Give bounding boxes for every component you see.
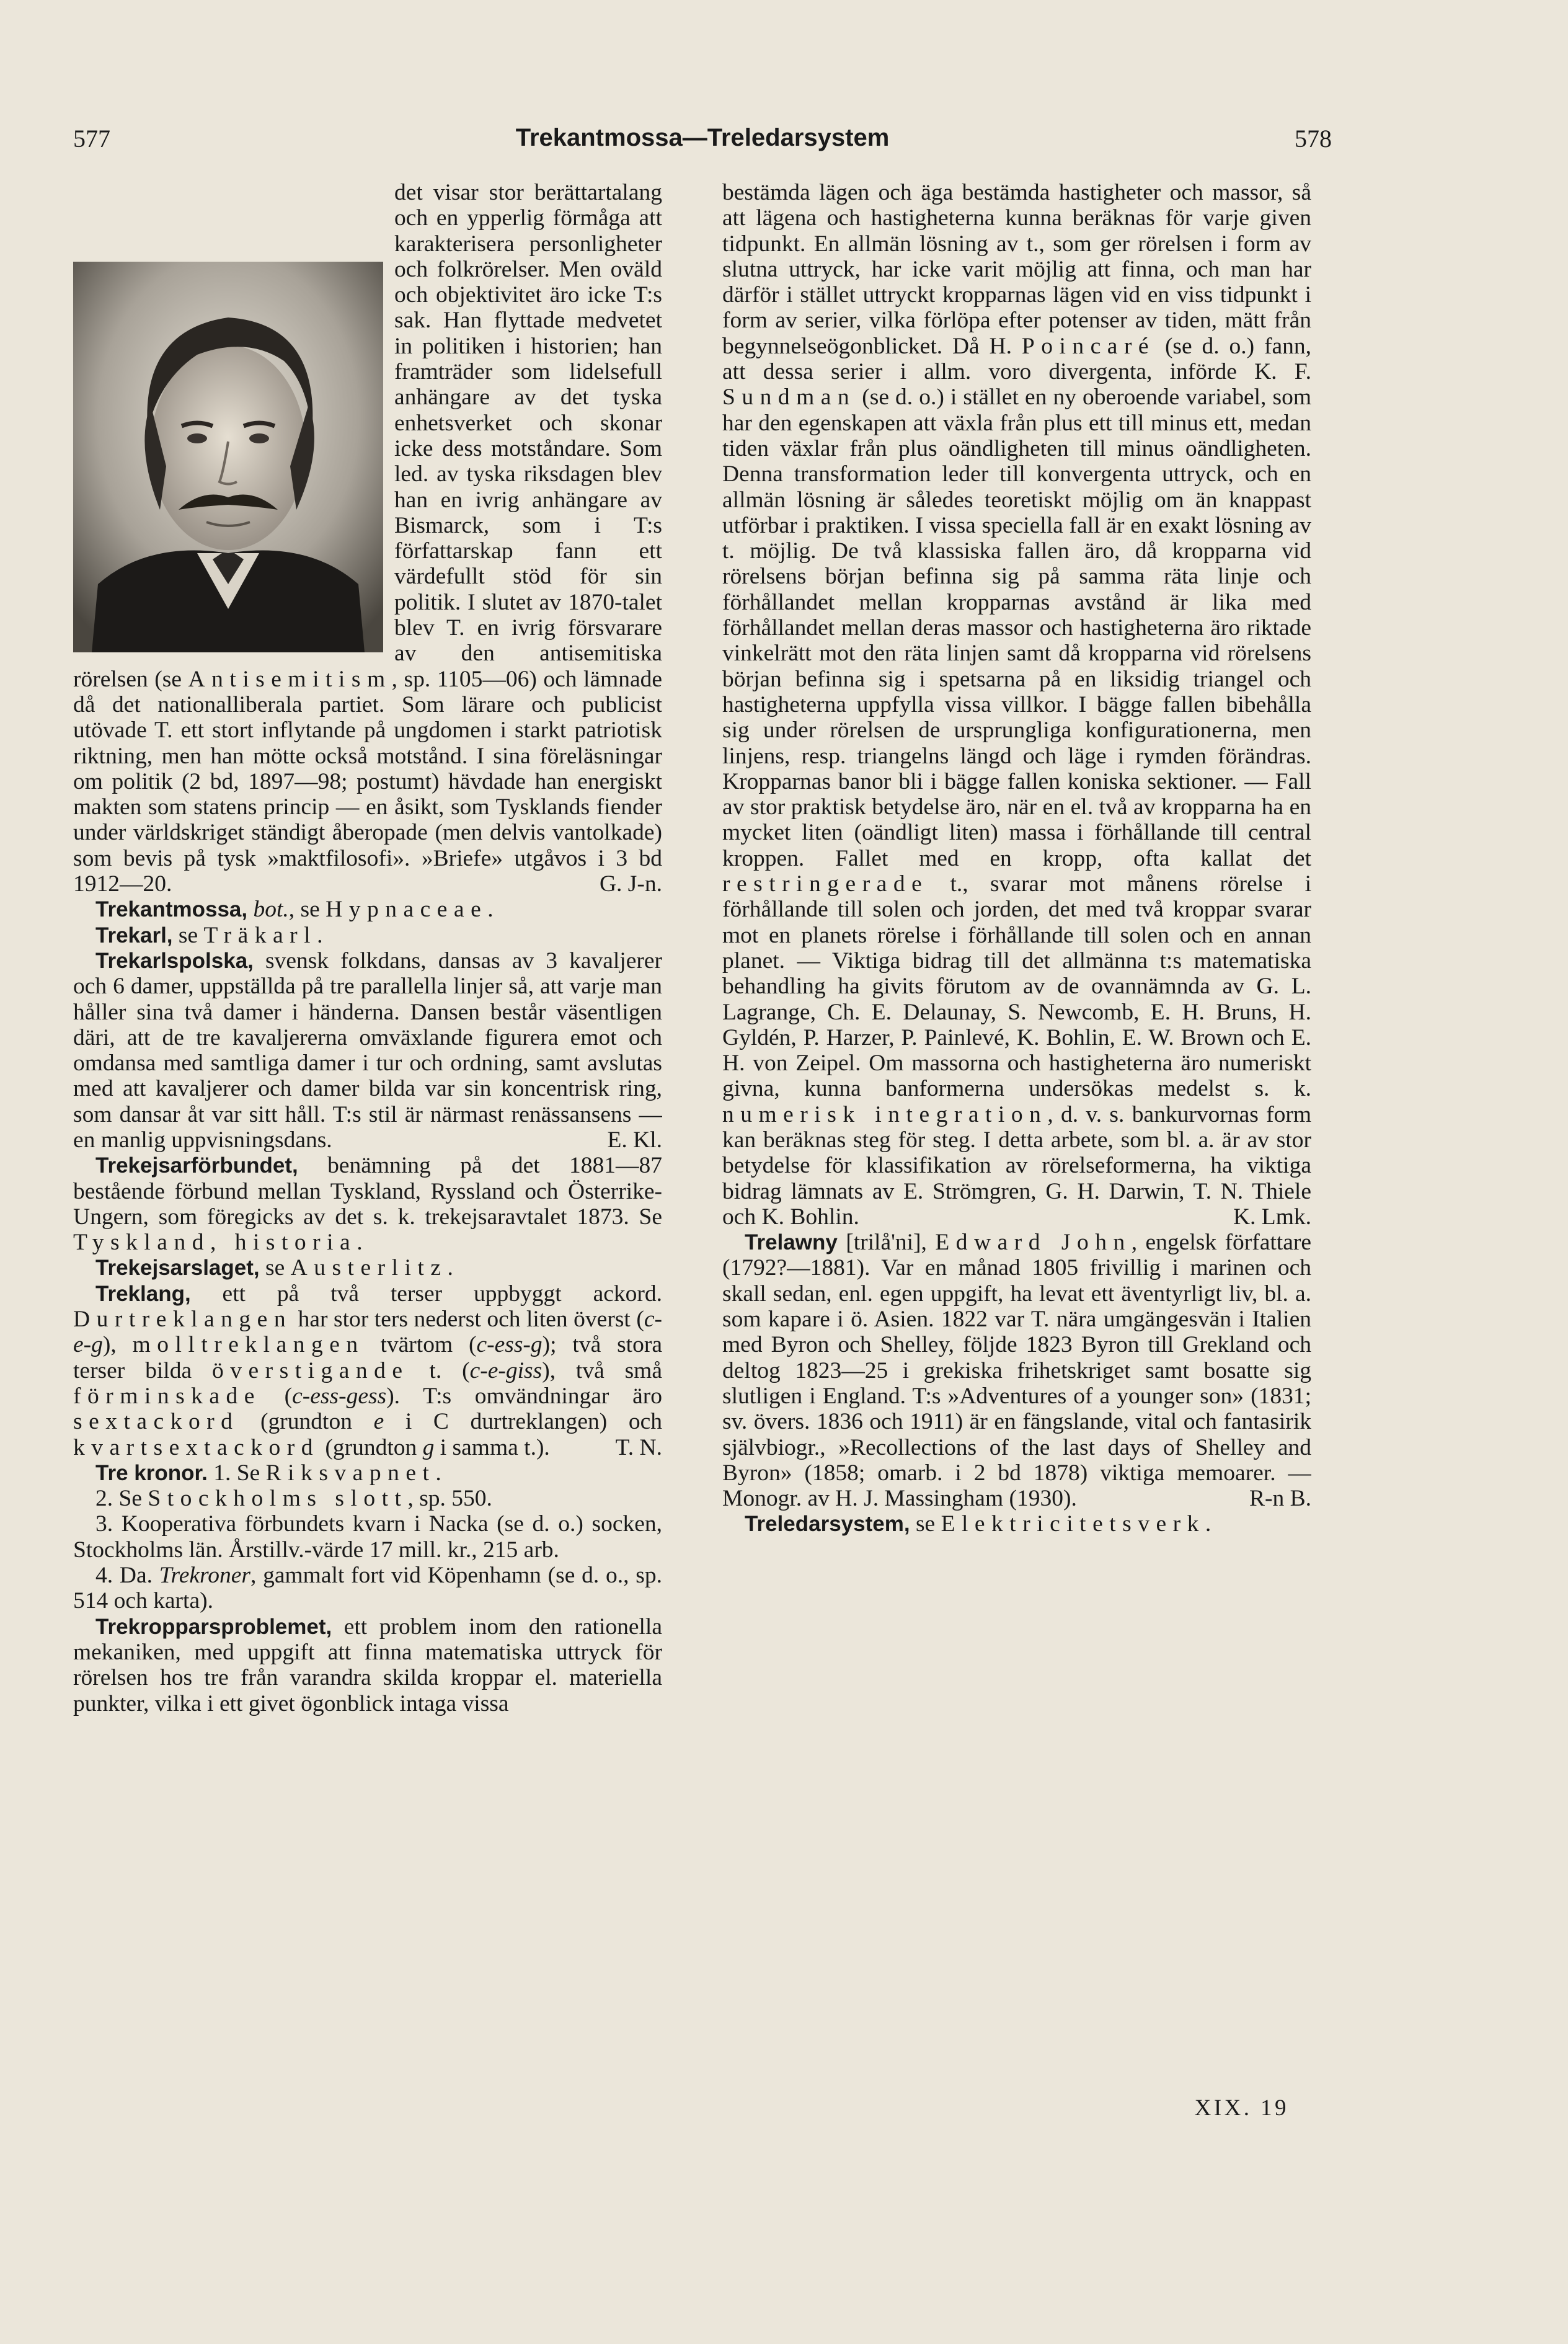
entry-tre-kronor: Tre kronor. 1. Se Riksvapnet. bbox=[95, 1460, 441, 1486]
entry-headword: Trekejsarförbundet, bbox=[95, 1153, 298, 1178]
entry-trekejsarslaget: Trekejsarslaget, se Austerlitz. bbox=[95, 1255, 453, 1281]
entry-trekantmossa: Trekantmossa, bot., se Hypnaceae. bbox=[95, 897, 494, 923]
cross-reference[interactable]: Tyskland, historia bbox=[73, 1230, 357, 1256]
cross-reference[interactable]: Hypnaceae bbox=[326, 897, 488, 923]
entry-trekejsarforbundet: Trekejsarförbundet, benämning på det 1881—87 bestående förbund mellan Tyskland, Ryssland och Österrike-Ungern, som föregicks av det s. k. trekejsaravtalet 1873. Se Tyskland, historia. bbox=[73, 1153, 662, 1256]
cross-reference[interactable]: Träkarl bbox=[203, 922, 317, 948]
cross-reference[interactable]: Riksvapnet bbox=[265, 1460, 436, 1486]
page-number-left: 577 bbox=[73, 125, 110, 153]
entry-headword: Tre kronor. bbox=[95, 1460, 208, 1485]
entry-headword: Trekantmossa, bbox=[95, 897, 248, 922]
entry-headword: Trekejsarslaget, bbox=[95, 1256, 260, 1281]
left-column bbox=[73, 180, 662, 2313]
signature: K. Lmk. bbox=[1233, 1204, 1311, 1230]
entry-trekropparsproblemet: Trekropparsproblemet, ett problem inom den rationella mekaniken, med uppgift att finna matematiska uttryck för rörelsen hos tre från varandra skilda kroppar el. materiella punkter, vilka i ett givet ögonblick intaga vissa bbox=[73, 1614, 662, 1716]
page-header bbox=[73, 124, 1332, 161]
volume-signature: XIX. 19 bbox=[1194, 2095, 1289, 2121]
entry-trekarl: Trekarl, se Träkarl. bbox=[95, 922, 323, 948]
cross-reference[interactable]: Stockholms slott bbox=[148, 1486, 408, 1512]
entry-trelawny: Trelawny [trilå'ni], Edward John, engelsk författare (1792?—1881). Var en månad 1805 frivillig i marinen och skall sedan, enl. egen uppgift, ha levat ett äventyrligt liv, bl. a. som kapare i ö. Asien. 1822 var T. nära umgängesvän i Italien med Byron och Shelley, följde 1823 Byron till Grekland och deltog 1823—25 i grekiska frihetskriget samt bosatte sig slutligen i England. T:s »Adventures of a younger son» (1831; sv. övers. 1836 och 1911) är en fängslande, vital och fantasirik självbiogr., »Recollections of the last days of Shelley and Byron» (1858; omarb. i 2 bd 1878) viktiga memoarer. — Monogr. av H. J. Massingham (1930). R-n B. bbox=[722, 1230, 1311, 1512]
entry-headword: Trekarl, bbox=[95, 923, 173, 948]
entry-headword: Treledarsystem, bbox=[745, 1512, 910, 1537]
signature: R-n B. bbox=[1249, 1486, 1311, 1512]
entry-treitschke-continued: det visar stor berättartalang och en ypperlig förmåga att karakterisera personligheter och folkrörelser. Men oväld och objektivitet äro icke T:s sak. Han flyttade medvetet in politiken i historien; han framträder som lidelsefull anhängare av det tyska enhetsverket och skonar icke dess motståndare. Som led. av tyska riksdagen blev han en ivrig anhängare av Bismarck, som i T:s författarskap fann ett värdefullt stöd för sin politik. I slutet av 1870-talet blev T. en ivrig försvarare av den antisemitiska rörelsen (se Antisemitism, sp. 1105—06) och lämnade då det nationalliberala partiet. Som lärare och publicist utövade T. ett stort inflytande på ungdomen i starkt patriotisk riktning, men han mötte också motstånd. I sina föreläsningar om politik (2 bd, 1897—98; postumt) hävdade han energiskt makten som statens princip — en åsikt, som Tysklands fiender under världskriget ständigt åberopade (men delvis vantolkade) som bevis på tysk »maktfilosofi». »Briefe» utgåvos i 3 bd 1912—20. G. J-n. bbox=[73, 180, 662, 897]
right-column bbox=[722, 180, 1311, 2313]
entry-trekarlspolska: Trekarlspolska, svensk folkdans, dansas av 3 kavaljerer och 6 damer, uppställda på tre parallella linjer så, att varje man håller sina två damer i händerna. Dansen består väsentligen däri, att de tre kavaljererna omväxlande figurera emot och omdansa med samtliga damer i tur och ordning, samt avslutas med att kavaljerer och damer bilda var sin koncentrisk ring, som dansar åt var sitt håll. T:s stil är närmast renässansens — en manlig uppvisningsdans. E. Kl. bbox=[73, 948, 662, 1153]
entry-trekropparsproblemet-continued: bestämda lägen och äga bestämda hastigheter och massor, så att lägena och hastigheterna kunna beräknas för varje given tidpunkt. En allmän lösning av t., som ger rörelsen i form av slutna uttryck, har icke varit möjlig att finna, och man har därför i stället uttryckt kropparnas lägen vid en viss tidpunkt i form av serier, vilka förlöpa efter potenser av tiden, mätt från begynnelseögonblicket. Då H. Poincaré (se d. o.) fann, att dessa serier i allm. voro divergenta, införde K. F. Sundman (se d. o.) i stället en ny oberoende variabel, som har den egenskapen att växla från plus ett till minus ett, medan tiden växlar från plus oändligheten till minus oändligheten. Denna transformation leder till konvergenta uttryck, och en allmän lösning är således teoretiskt möjlig om än knappast utförbar i praktiken. I vissa speciella fall är en exakt lösning av t. möjlig. De två klassiska fallen äro, då kropparna vid rörelsens början befinna sig på samma räta linje och förhållandet mellan kropparnas avstånd är lika med förhållandet mellan deras massor och hastigheterna äro riktade vinkelrätt mot den räta linjen samt då kropparna vid rörelsens början befinna sig i spetsarna på en liksidig triangel och hastigheterna uppfylla vissa villkor. I bägge fallen bibehålla sig under rörelsen de ursprungliga konfigurationerna, men linjens, resp. triangelns längd och läge i rymden förändras. Kropparnas banor bli i bägge fallen koniska sektioner. — Fall av stor praktisk betydelse äro, när en el. två av kropparna ha en mycket liten (oändligt liten) massa i förhållande till central kroppen. Fallet med en kropp, ofta kallat det restringerade t., svarar mot månens rörelse i förhållande till solen och jorden, det med två kroppar svarar mot en planets rörelse i förhållande till solen och en annan planet. — Viktiga bidrag till det allmänna t:s matematiska behandling ha givits förutom av de ovannämnda av G. L. Lagrange, Ch. E. Delaunay, S. Newcomb, E. H. Bruns, H. Gyldén, P. Harzer, P. Painlevé, K. Bohlin, E. W. Brown och E. H. von Zeipel. Om massorna och hastigheterna äro numeriskt givna, kunna banformerna undersökas medelst s. k. numerisk integration, d. v. s. bankurvornas form kan beräknas steg för steg. I detta arbete, som bl. a. är av stor betydelse för klassifikation av rörelseformerna, ha viktiga bidrag lämnats av E. Strömgren, G. H. Darwin, T. N. Thiele och K. Bohlin. K. Lmk. bbox=[722, 180, 1311, 1230]
entry-treklang: Treklang, ett på två terser uppbyggt ackord. Durtreklangen har stor ters nederst och liten överst (c-e-g), molltreklangen tvärtom (c-ess-g); två stora terser bilda överstigande t. (c-e-giss), två små förminskade (c-ess-gess). T:s omvändningar äro sextackord (grundton e i C durtreklangen) och kvartsextackord (grundton g i samma t.). T. N. bbox=[73, 1281, 662, 1460]
entry-headword: Trekropparsproblemet, bbox=[95, 1614, 332, 1639]
cross-reference[interactable]: Austerlitz bbox=[290, 1255, 448, 1281]
entry-tre-kronor-2: 2. Se Stockholms slott, sp. 550. bbox=[95, 1486, 492, 1512]
entry-headword: Trekarlspolska, bbox=[95, 948, 254, 973]
signature: G. J-n. bbox=[599, 871, 662, 897]
entry-headword: Treklang, bbox=[95, 1281, 191, 1306]
signature: T. N. bbox=[615, 1434, 662, 1460]
entry-tre-kronor-3: 3. Kooperativa förbundets kvarn i Nacka (se d. o.) socken, Stockholms län. Årstillv.-värde 17 mill. kr., 215 arb. bbox=[73, 1511, 662, 1563]
entry-headword: Trelawny bbox=[745, 1230, 838, 1255]
signature: E. Kl. bbox=[607, 1127, 662, 1153]
entry-treledarsystem: Treledarsystem, se Elektricitetsverk. bbox=[745, 1511, 1211, 1537]
entry-tre-kronor-4: 4. Da. Trekroner, gammalt fort vid Köpenhamn (se d. o., sp. 514 och karta). bbox=[73, 1563, 662, 1614]
cross-reference[interactable]: Elektricitetsverk bbox=[941, 1511, 1205, 1537]
running-title: Trekantmossa—Treledarsystem bbox=[515, 124, 890, 151]
portrait-image bbox=[73, 262, 383, 652]
page-number-right: 578 bbox=[1295, 125, 1332, 153]
portrait-drawing bbox=[73, 262, 383, 652]
